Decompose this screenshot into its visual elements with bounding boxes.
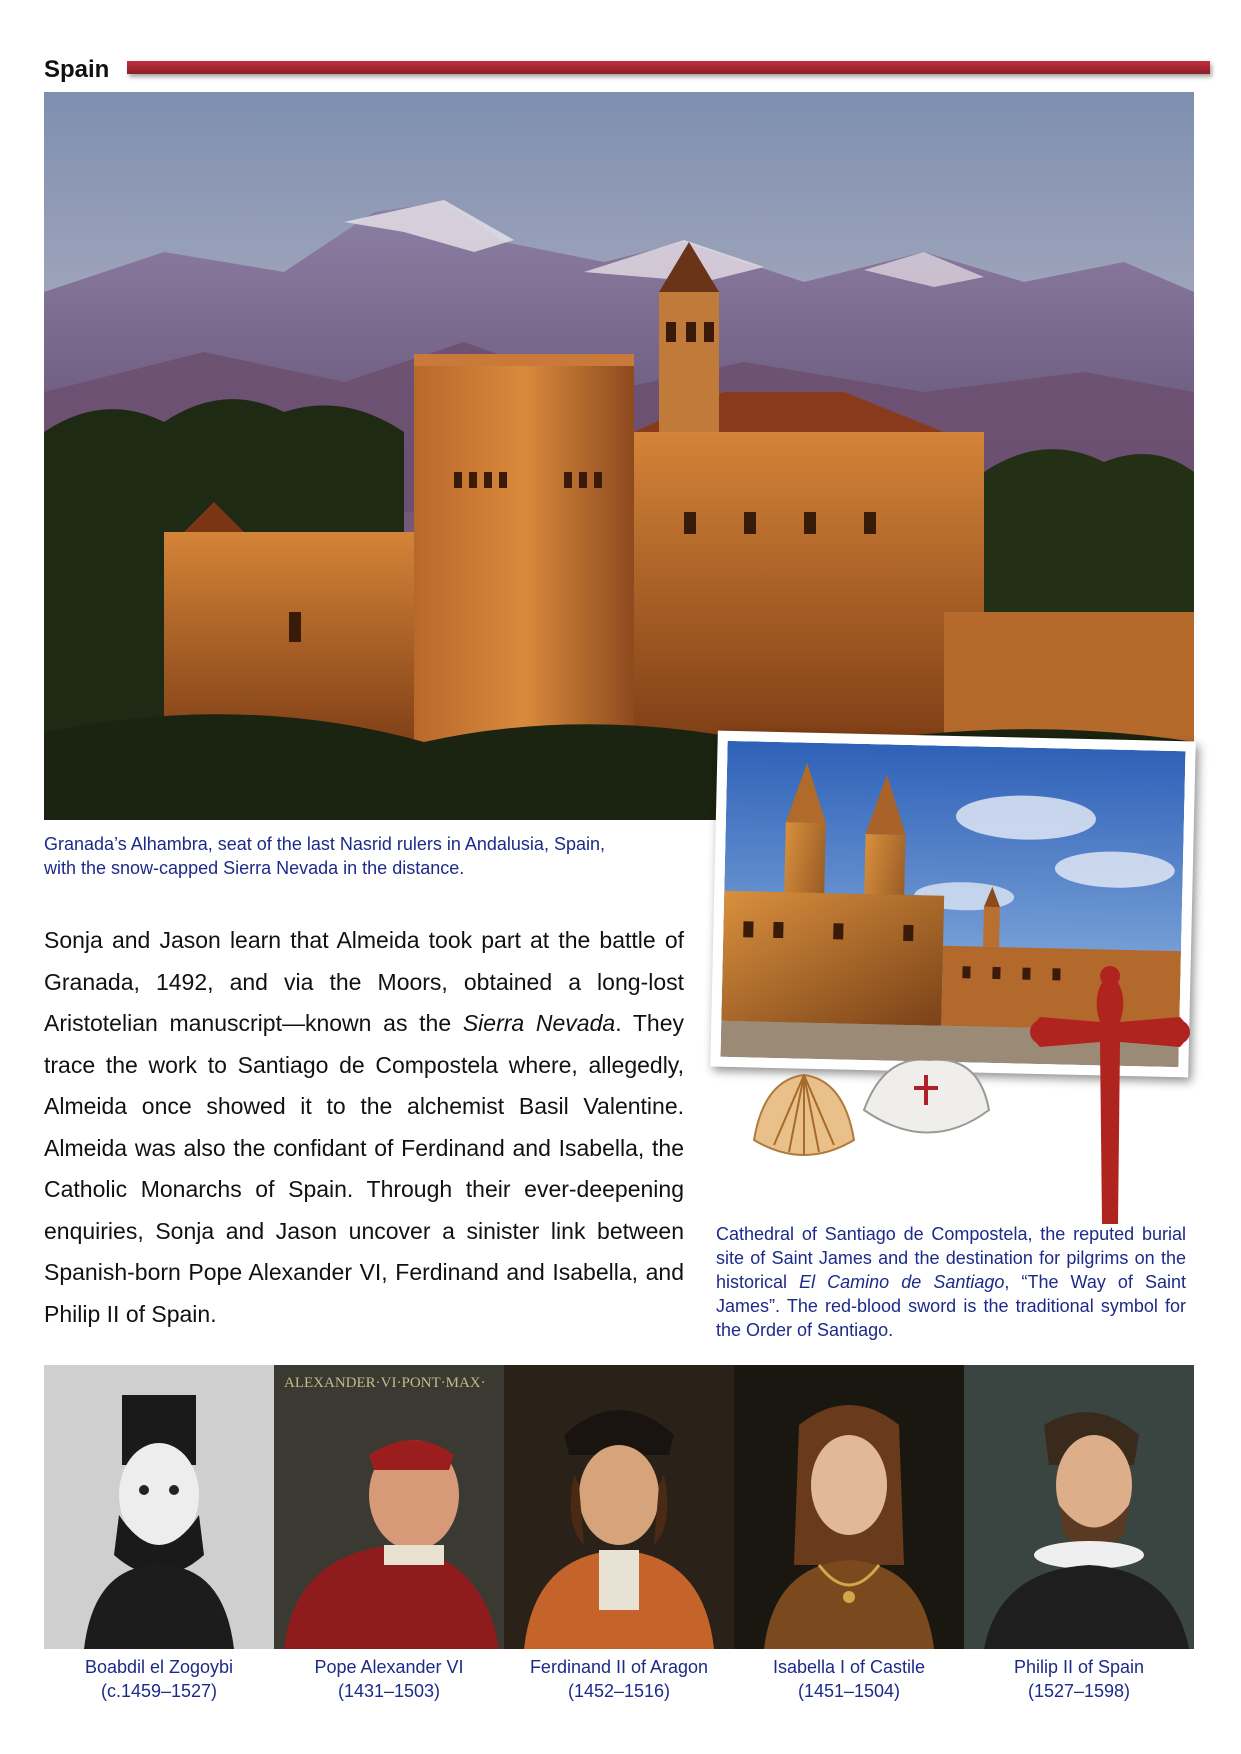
section-title: Spain — [44, 56, 110, 83]
portrait-dates: (1452–1516) — [567, 1681, 671, 1701]
body-paragraph — [44, 920, 684, 1335]
body-text-part2: . They trace the work to Santiago de Compostela where, allegedly, Almeida once showed it to the alchemist Basil Valentine. Almeida was also the confidant of Ferdinand and Isabella, the Catholic Monarchs of Spain. Through their ever-deepening enquiries, Sonja and Jason uncover a sinister link between Spanish-born Pope Alexander VI, Ferdinand and Isabella, and Philip II of Spain. — [44, 1010, 684, 1327]
alhambra-caption-line2: with the snow-capped Sierra Nevada in the distance. — [44, 858, 465, 878]
portrait-row — [44, 1365, 1194, 1649]
portrait-name: Isabella I of Castile — [772, 1657, 926, 1677]
portrait-label-alexander — [274, 1655, 504, 1703]
alhambra-caption — [44, 832, 704, 880]
body-text-part1: Sonja and Jason learn that Almeida took part at the battle of Granada, 1492, and via the Moors, obtained a long-lost Aristotelian manuscript—known as the — [44, 927, 684, 1036]
cathedral-caption — [716, 1222, 1186, 1342]
portrait-label-isabella — [734, 1655, 964, 1703]
portrait-name: Ferdinand II of Aragon — [529, 1657, 709, 1677]
portrait-philip — [964, 1365, 1194, 1649]
portrait-label-philip — [964, 1655, 1194, 1703]
cathedral-caption-emphasis: El Camino de Santiago — [799, 1272, 1005, 1292]
title-rule — [127, 61, 1210, 74]
portrait-isabella — [734, 1365, 964, 1649]
portrait-boabdil — [44, 1365, 274, 1649]
portrait-inscription: ALEXANDER·VI·PONT·MAX· — [284, 1375, 486, 1391]
scallop-shell-icon — [754, 1075, 854, 1155]
portrait-name: Pope Alexander VI — [314, 1657, 464, 1677]
portrait-ferdinand — [504, 1365, 734, 1649]
portrait-label-ferdinand — [504, 1655, 734, 1703]
portrait-name: Boabdil el Zogoybi — [84, 1657, 234, 1677]
scallop-shells — [744, 1060, 1024, 1190]
portrait-dates: (1431–1503) — [337, 1681, 441, 1701]
pilgrim-shell-icon — [864, 1060, 989, 1133]
portrait-dates: (1451–1504) — [797, 1681, 901, 1701]
portrait-alexander — [274, 1365, 504, 1649]
body-text-emphasis: Sierra Nevada — [462, 1010, 616, 1036]
portrait-name: Philip II of Spain — [1013, 1657, 1145, 1677]
alhambra-caption-line1: Granada’s Alhambra, seat of the last Nasrid rulers in Andalusia, Spain, — [44, 834, 605, 854]
cathedral-caption-part1: Cathedral of Santiago de Compostela, the reputed burial site of Saint James and the destination for pilgrims on the historical — [716, 1224, 1186, 1292]
portrait-label-boabdil — [44, 1655, 274, 1703]
alhambra-photo — [44, 92, 1194, 820]
portrait-dates: (c.1459–1527) — [100, 1681, 218, 1701]
portrait-dates: (1527–1598) — [1027, 1681, 1131, 1701]
cross-of-santiago-icon — [1020, 962, 1200, 1224]
portrait-names — [44, 1655, 1194, 1703]
cathedral-caption-part2: , “The Way of Saint James”. The red-blood sword is the traditional symbol for the Order of Santiago. — [716, 1272, 1187, 1340]
